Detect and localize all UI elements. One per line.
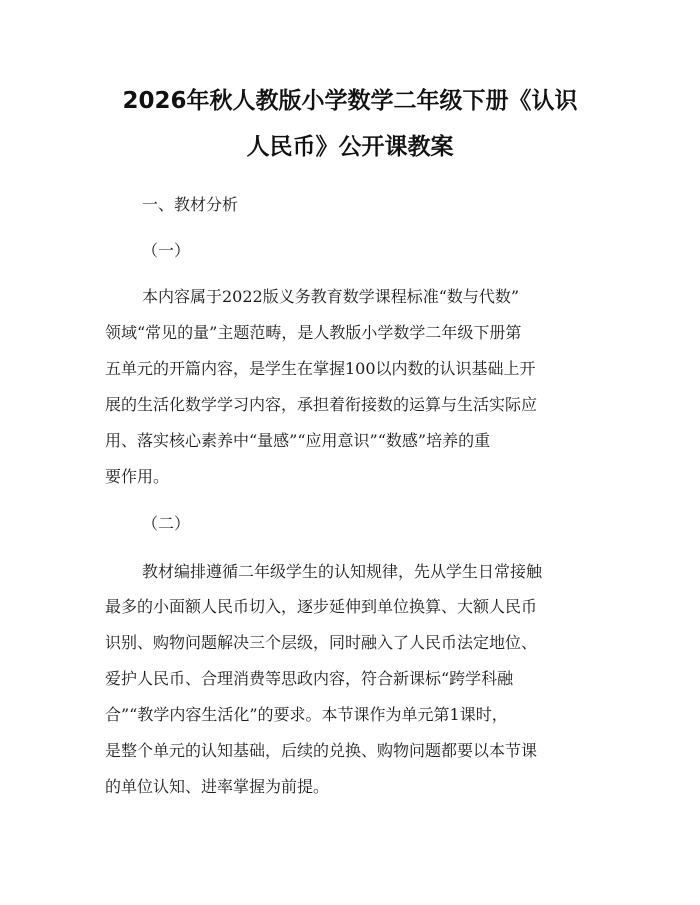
document-title-line-1: 2026年秋人教版小学数学二年级下册《认识 xyxy=(122,88,578,114)
paragraph-2-line-3: 识别、购物问题解决三个层级，同时融入了人民币法定地位、 xyxy=(105,633,538,652)
paragraph-2-line-6: 是整个单元的认知基础，后续的兑换、购物问题都要以本节课 xyxy=(105,741,538,760)
paragraph-2-line-2: 最多的小面额人民币切入，逐步延伸到单位换算、大额人民币 xyxy=(105,597,538,616)
paragraph-1-line-6: 要作用。 xyxy=(105,467,170,486)
paragraph-1-line-5: 用、落实核心素养中“量感”“应用意识”“数感”培养的重 xyxy=(105,431,491,450)
paragraph-2-line-4: 爱护人民币、合理消费等思政内容，符合新课标“跨学科融 xyxy=(105,669,514,688)
paragraph-1-line-1: 本内容属于2022版义务教育数学课程标准“数与代数” xyxy=(142,287,520,306)
document-title-line-2: 人民币》公开课教案 xyxy=(246,134,454,160)
subsection-label-2: （二） xyxy=(142,514,191,533)
paragraph-1-line-4: 展的生活化数学学习内容，承担着衔接数的运算与生活实际应 xyxy=(105,395,538,414)
paragraph-2-line-1: 教材编排遵循二年级学生的认知规律，先从学生日常接触 xyxy=(142,562,543,581)
paragraph-1-line-2: 领域“常见的量”主题范畴，是人教版小学数学二年级下册第 xyxy=(105,323,522,342)
paragraph-2-line-7: 的单位认知、进率掌握为前提。 xyxy=(105,777,330,796)
subsection-label-1: （一） xyxy=(142,241,191,260)
paragraph-2-line-5: 合”“教学内容生活化”的要求。本节课作为单元第1课时， xyxy=(105,705,508,724)
section-heading-textbook-analysis: 一、教材分析 xyxy=(142,195,239,214)
paragraph-1-line-3: 五单元的开篇内容，是学生在掌握100以内数的认识基础上开 xyxy=(105,359,536,378)
